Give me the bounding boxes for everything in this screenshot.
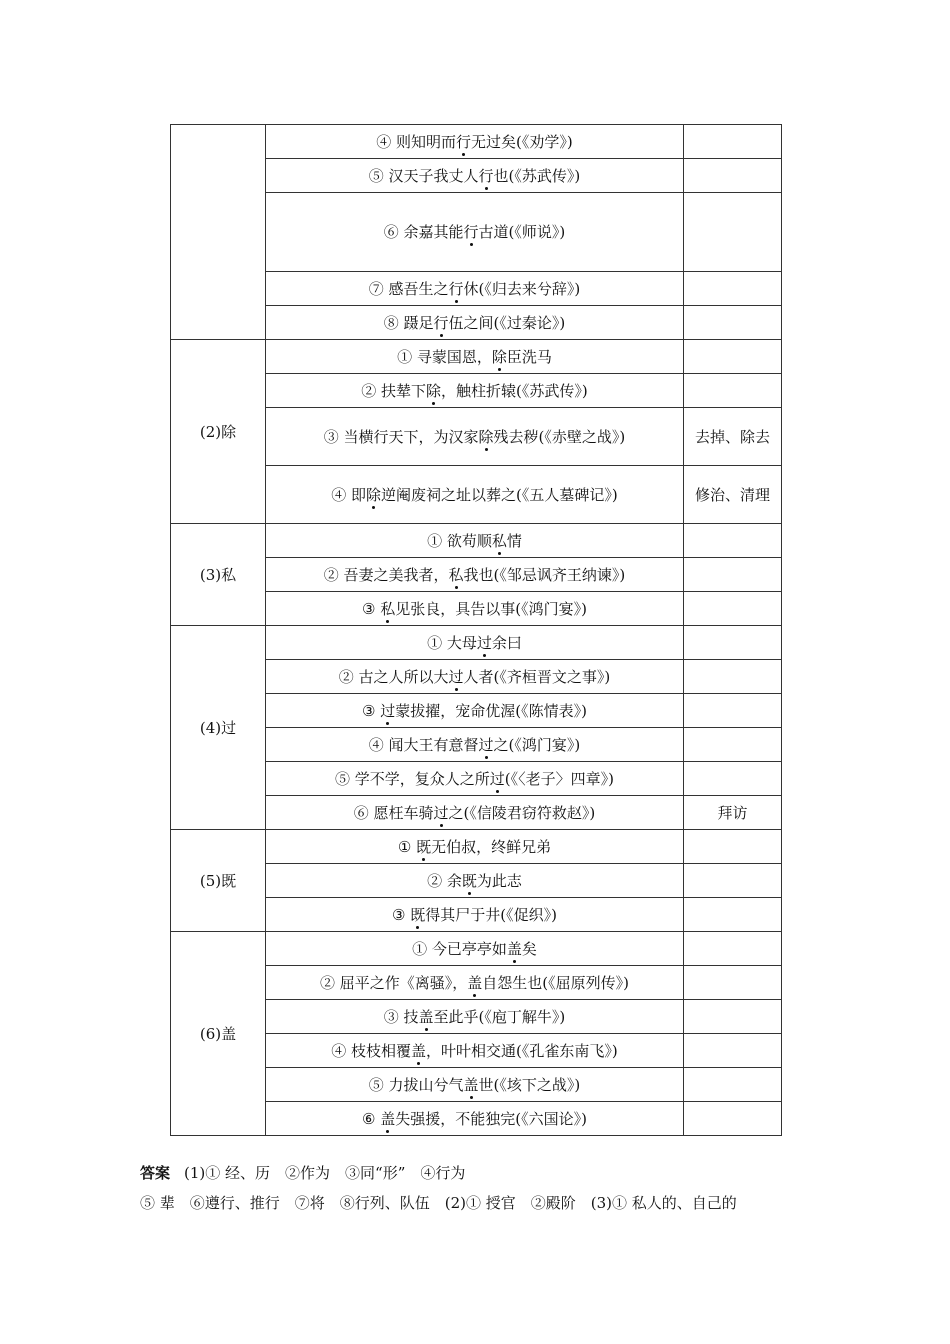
sentence-text: 世(《垓下之战》)	[478, 1075, 581, 1094]
meaning-cell: 拜访	[684, 796, 782, 830]
sentence-text: ，叶叶相交通(《孔雀东南飞》)	[426, 1041, 618, 1060]
sentence-text: 情	[506, 531, 522, 550]
meaning-cell	[684, 1034, 782, 1068]
sentence-cell	[266, 524, 684, 558]
sentence-text: ② 古之人所以大	[338, 667, 449, 686]
meaning-cell	[684, 1102, 782, 1136]
sentence-text: 无过矣(《劝学》)	[471, 132, 573, 151]
sentence-cell	[266, 1000, 684, 1034]
sentence-cell	[266, 864, 684, 898]
sentence-cell	[266, 466, 684, 524]
sentence-cell	[266, 830, 684, 864]
sentence-text: 伍之间(《过秦论》)	[448, 313, 566, 332]
highlighted-char: 过	[489, 769, 505, 788]
sentence-text: ⑤ 力拔山兮气	[368, 1075, 464, 1094]
sentence-text: ④ 则知明而	[376, 132, 457, 151]
highlighted-char: 除	[366, 485, 382, 504]
table-row	[171, 340, 782, 374]
word-cell: (5)既	[171, 830, 266, 932]
vocabulary-table	[170, 124, 782, 1136]
vocabulary-table-body	[171, 125, 782, 1136]
sentence-text: 失强援，不能独完(《六国论》)	[395, 1109, 587, 1128]
highlighted-char: 过	[380, 701, 396, 720]
sentence-text: (《〈老子〉四章》)	[504, 769, 614, 788]
sentence-text: ② 吾妻之美我者，	[323, 565, 449, 584]
meaning-cell: 修治、清理	[684, 466, 782, 524]
sentence-text: 之(《信陵君窃符救赵》)	[448, 803, 596, 822]
answer-section	[140, 1158, 840, 1218]
sentence-text: ② 余	[427, 871, 462, 890]
word-cell: (2)除	[171, 340, 266, 524]
sentence-text: ③ 技	[383, 1007, 419, 1026]
sentence-text: ④ 枝枝相覆	[331, 1041, 412, 1060]
meaning-cell	[684, 125, 782, 159]
sentence-cell	[266, 408, 684, 466]
sentence-cell	[266, 159, 684, 193]
highlighted-char: 过	[448, 667, 464, 686]
sentence-text: 也(《苏武传》)	[493, 166, 581, 185]
sentence-text: 逆阉废祠之址以葬之(《五人墓碑记》)	[381, 485, 618, 504]
word-cell	[171, 125, 266, 340]
highlighted-char: 过	[476, 633, 492, 652]
sentence-text: 见张良，具告以事(《鸿门宴》)	[395, 599, 587, 618]
word-cell: (4)过	[171, 626, 266, 830]
meaning-cell	[684, 306, 782, 340]
sentence-cell	[266, 694, 684, 728]
sentence-cell	[266, 272, 684, 306]
word-cell: (3)私	[171, 524, 266, 626]
sentence-text: ⑧ 蹑足	[383, 313, 434, 332]
sentence-cell	[266, 932, 684, 966]
meaning-cell: 去掉、除去	[684, 408, 782, 466]
sentence-text: ① 欲苟顺	[427, 531, 492, 550]
highlighted-char: 行	[463, 223, 479, 241]
highlighted-char: 盖	[380, 1109, 396, 1128]
highlighted-char: 既	[410, 905, 426, 924]
sentence-text: 休(《归去来兮辞》)	[463, 279, 581, 298]
highlighted-char: 盖	[463, 1075, 479, 1094]
table-row	[171, 830, 782, 864]
sentence-text: ④ 闻大王有意督	[368, 735, 479, 754]
sentence-cell	[266, 762, 684, 796]
sentence-text: ①	[397, 837, 417, 856]
sentence-cell	[266, 966, 684, 1000]
highlighted-char: 除	[478, 427, 494, 446]
meaning-cell	[684, 340, 782, 374]
sentence-text: 自怨生也(《屈原列传》)	[482, 973, 629, 992]
highlighted-char: 盖	[467, 973, 483, 992]
sentence-text: ⑥ 愿枉车骑	[353, 803, 434, 822]
meaning-cell	[684, 159, 782, 193]
highlighted-char: 既	[416, 837, 432, 856]
sentence-cell	[266, 1034, 684, 1068]
highlighted-char: 私	[380, 599, 396, 618]
sentence-cell	[266, 796, 684, 830]
sentence-text: 蒙拔擢，宠命优渥(《陈情表》)	[395, 701, 587, 720]
meaning-cell	[684, 898, 782, 932]
sentence-text: 矣	[521, 939, 537, 958]
highlighted-char: 私	[448, 565, 464, 584]
table-row	[171, 125, 782, 159]
sentence-text: 古道(《师说》)	[478, 223, 566, 241]
highlighted-char: 行	[448, 279, 464, 298]
sentence-cell	[266, 1068, 684, 1102]
highlighted-char: 行	[478, 166, 494, 185]
sentence-text: ① 今已亭亭如	[412, 939, 507, 958]
meaning-cell	[684, 626, 782, 660]
meaning-cell	[684, 728, 782, 762]
sentence-text: 为此志	[476, 871, 522, 890]
sentence-cell	[266, 626, 684, 660]
sentence-text: ③	[392, 905, 411, 924]
meaning-cell	[684, 1000, 782, 1034]
highlighted-char: 盖	[418, 1007, 434, 1026]
meaning-cell	[684, 524, 782, 558]
word-cell: (6)盖	[171, 932, 266, 1136]
sentence-text: 余曰	[491, 633, 522, 652]
meaning-cell	[684, 1068, 782, 1102]
sentence-text: ③	[362, 599, 381, 618]
sentence-cell	[266, 558, 684, 592]
meaning-cell	[684, 864, 782, 898]
highlighted-char: 过	[478, 735, 494, 754]
sentence-cell	[266, 660, 684, 694]
meaning-cell	[684, 660, 782, 694]
sentence-cell	[266, 306, 684, 340]
sentence-cell	[266, 1102, 684, 1136]
sentence-text: ③	[362, 701, 381, 720]
sentence-text: ① 寻蒙国恩，	[397, 347, 492, 366]
sentence-text: 得其尸于井(《促织》)	[425, 905, 557, 924]
answer-line-2: ⑤ 辈 ⑥遵行、推行 ⑦将 ⑧行列、队伍 (2)① 授官 ②殿阶 (3)① 私人的、自己的	[140, 1194, 737, 1212]
sentence-cell	[266, 898, 684, 932]
table-row	[171, 626, 782, 660]
sentence-text: ① 大母	[427, 633, 477, 652]
table-row	[171, 524, 782, 558]
answer-label: 答案	[140, 1164, 171, 1182]
highlighted-char: 既	[461, 871, 477, 890]
highlighted-char: 行	[433, 313, 449, 332]
highlighted-char: 行	[456, 132, 472, 151]
meaning-cell	[684, 830, 782, 864]
meaning-cell	[684, 272, 782, 306]
sentence-text: ⑥ 余嘉其能	[383, 223, 464, 241]
meaning-cell	[684, 694, 782, 728]
sentence-text: 之(《鸿门宴》)	[493, 735, 581, 754]
sentence-text: ⑦ 感吾生之	[368, 279, 449, 298]
sentence-text: 臣洗马	[506, 347, 552, 366]
sentence-text: 我也(《邹忌讽齐王纳谏》)	[463, 565, 626, 584]
highlighted-char: 私	[491, 531, 507, 550]
meaning-cell	[684, 932, 782, 966]
highlighted-char: 过	[433, 803, 449, 822]
highlighted-char: 盖	[411, 1041, 427, 1060]
meaning-cell	[684, 966, 782, 1000]
meaning-cell	[684, 558, 782, 592]
sentence-cell	[266, 728, 684, 762]
highlighted-char: 除	[491, 347, 507, 366]
meaning-cell	[684, 592, 782, 626]
highlighted-char: 盖	[506, 939, 522, 958]
sentence-text: 残去秽(《赤壁之战》)	[493, 427, 626, 446]
answer-line-1	[140, 1158, 840, 1188]
sentence-text: ② 扶辇下	[361, 381, 427, 400]
sentence-text: 无伯叔，终鲜兄弟	[431, 837, 552, 856]
sentence-text: ④ 即	[331, 485, 367, 504]
sentence-text: 人者(《齐桓晋文之事》)	[463, 667, 611, 686]
sentence-text: ，触柱折辕(《苏武传》)	[441, 381, 588, 400]
sentence-text: ⑤ 学不学，复众人之所	[334, 769, 490, 788]
sentence-text: ⑤ 汉天子我丈人	[368, 166, 479, 185]
meaning-cell	[684, 193, 782, 272]
sentence-text: ⑥	[362, 1109, 381, 1128]
sentence-text: 至此乎(《庖丁解牛》)	[433, 1007, 566, 1026]
meaning-cell	[684, 762, 782, 796]
sentence-cell	[266, 125, 684, 159]
highlighted-char: 除	[426, 381, 442, 400]
sentence-text: ③ 当横行天下，为汉家	[323, 427, 479, 446]
sentence-cell	[266, 193, 684, 272]
answer-text-1: (1)① 经、历 ②作为 ③同“形” ④行为	[184, 1164, 466, 1182]
sentence-cell	[266, 374, 684, 408]
meaning-cell	[684, 374, 782, 408]
sentence-cell	[266, 340, 684, 374]
table-row	[171, 932, 782, 966]
sentence-cell	[266, 592, 684, 626]
sentence-text: ② 屈平之作《离骚》，	[319, 973, 468, 992]
